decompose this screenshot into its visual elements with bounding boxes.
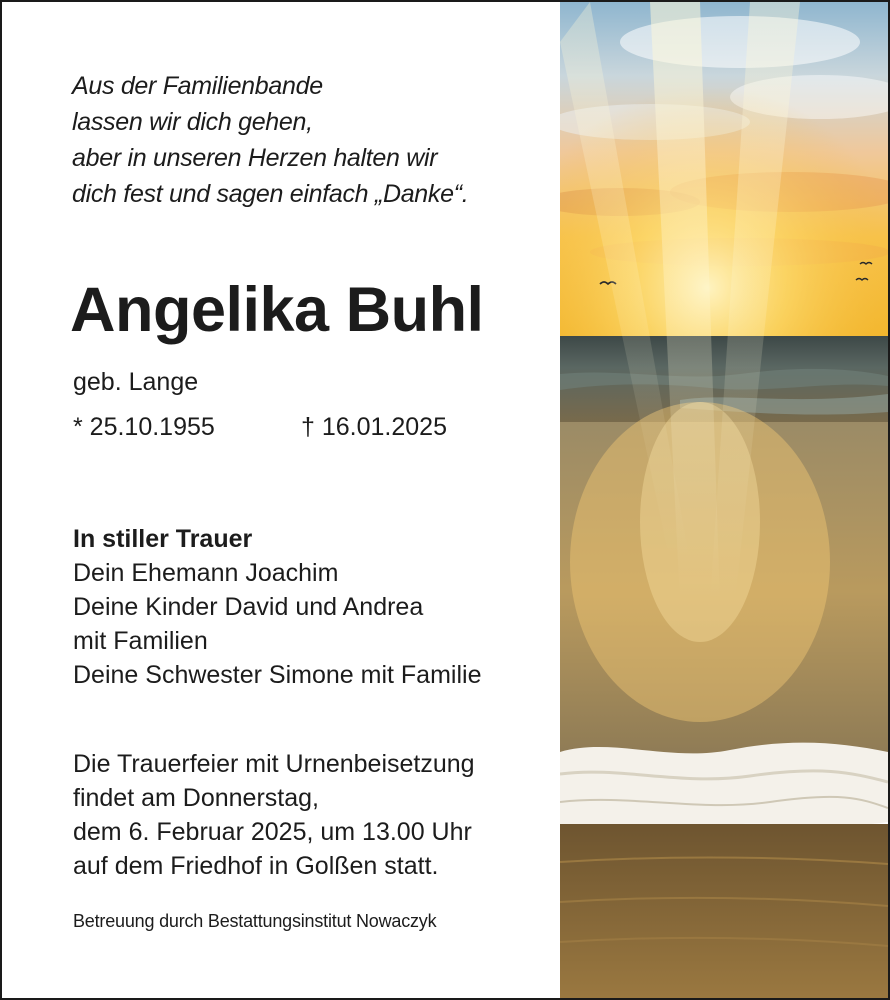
maiden-name: geb. Lange <box>73 368 199 396</box>
mourners-block <box>73 522 481 692</box>
quote-line: Aus der Familienbande <box>72 72 323 100</box>
memorial-quote <box>72 68 468 212</box>
mourner-line: Deine Schwester Simone mit Familie <box>73 661 482 689</box>
birth-date: * 25.10.1955 <box>73 413 215 441</box>
quote-line: aber in unseren Herzen halten wir <box>72 144 438 172</box>
funeral-line: findet am Donnerstag, <box>73 784 319 812</box>
deceased-name: Angelika Buhl <box>70 275 484 345</box>
mourning-heading: In stiller Trauer <box>73 525 253 553</box>
funeral-line: Die Trauerfeier mit Urnenbeisetzung <box>73 750 475 778</box>
funeral-line: dem 6. Februar 2025, um 13.00 Uhr <box>73 818 472 846</box>
mourner-line: Dein Ehemann Joachim <box>73 559 339 587</box>
mourner-line: mit Familien <box>73 627 208 655</box>
text-column <box>2 2 560 998</box>
mourner-line: Deine Kinder David und Andrea <box>73 593 424 621</box>
funeral-details <box>73 747 475 883</box>
quote-line: lassen wir dich gehen, <box>72 108 313 136</box>
quote-line: dich fest und sagen einfach „Danke“. <box>72 180 469 208</box>
sunset-beach-photo <box>560 2 888 998</box>
undertaker-credit: Betreuung durch Bestattungsinstitut Nowaczyk <box>73 911 437 931</box>
life-dates <box>73 410 447 444</box>
sunset-beach-image <box>560 2 888 998</box>
funeral-line: auf dem Friedhof in Golßen statt. <box>73 852 439 880</box>
death-date: † 16.01.2025 <box>301 413 447 441</box>
